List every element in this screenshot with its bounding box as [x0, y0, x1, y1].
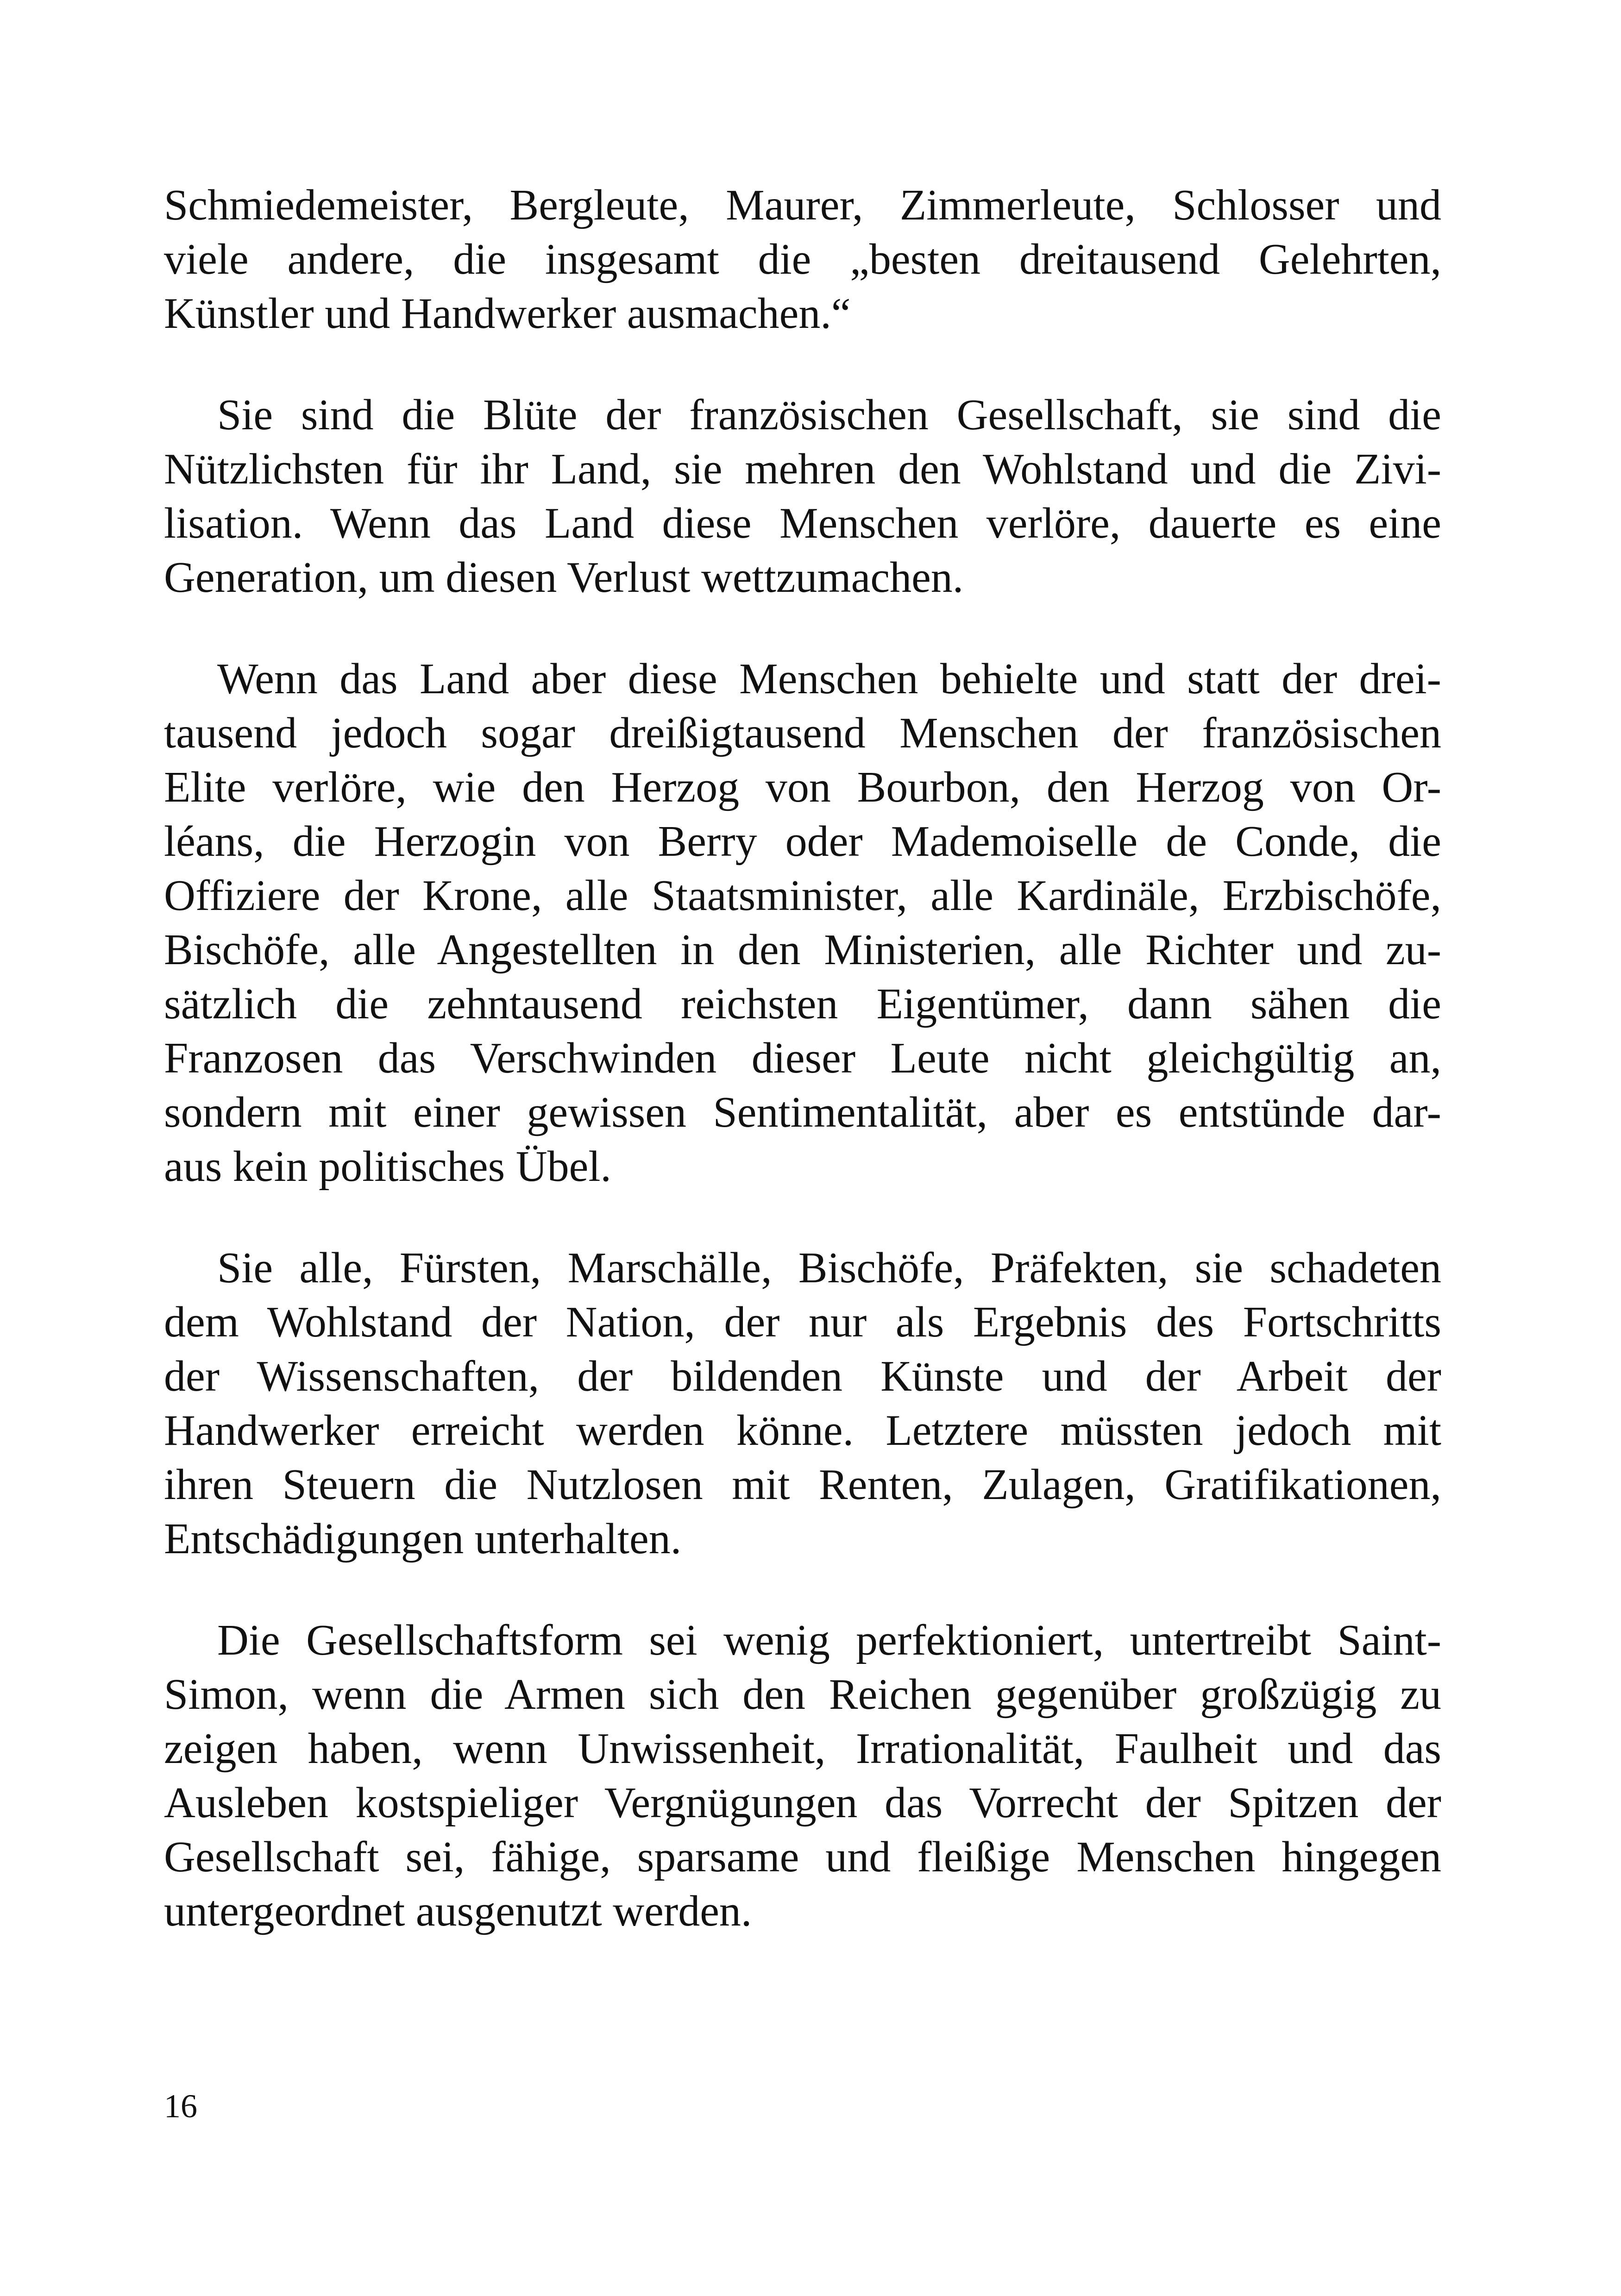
text-line: Wenn das Land aber diese Menschen behielte und statt der drei-	[217, 655, 1441, 703]
text-line: Schmiedemeister, Bergleute, Maurer, Zimmerleute, Schlosser und	[164, 181, 1441, 229]
text-line: Sie sind die Blüte der französischen Gesellschaft, sie sind die	[217, 391, 1441, 439]
paragraph-3	[164, 652, 1441, 1194]
text-line: Elite verlöre, wie den Herzog von Bourbon, den Herzog von Or-	[164, 763, 1441, 811]
paragraph-5	[164, 1613, 1441, 1938]
paragraph-4	[164, 1241, 1441, 1566]
text-line: léans, die Herzogin von Berry oder Mademoiselle de Conde, die	[164, 817, 1441, 866]
text-line: zeigen haben, wenn Unwissenheit, Irrationalität, Faulheit und das	[164, 1725, 1441, 1773]
text-line: lisation. Wenn das Land diese Menschen verlöre, dauerte es eine	[164, 499, 1441, 547]
text-line: aus kein politisches Übel.	[164, 1142, 611, 1191]
text-line: Entschädigungen unterhalten.	[164, 1515, 682, 1563]
text-line: viele andere, die insgesamt die „besten dreitausend Gelehrten,	[164, 235, 1441, 283]
text-line: untergeordnet ausgenutzt werden.	[164, 1887, 752, 1935]
text-line: Generation, um diesen Verlust wettzumachen.	[164, 553, 964, 602]
paragraph-1	[164, 178, 1441, 341]
text-line: ihren Steuern die Nutzlosen mit Renten, Zulagen, Gratifikationen,	[164, 1461, 1441, 1509]
text-line: Simon, wenn die Armen sich den Reichen gegenüber großzügig zu	[164, 1670, 1441, 1719]
text-line: Gesellschaft sei, fähige, sparsame und fleißige Menschen hingegen	[164, 1833, 1441, 1881]
text-line: Offiziere der Krone, alle Staatsminister, alle Kardinäle, Erzbischöfe,	[164, 872, 1441, 920]
page-number: 16	[164, 2088, 197, 2125]
text-line: Handwerker erreicht werden könne. Letztere müssten jedoch mit	[164, 1406, 1441, 1455]
text-line: der Wissenschaften, der bildenden Künste und der Arbeit der	[164, 1352, 1441, 1400]
text-line: Bischöfe, alle Angestellten in den Ministerien, alle Richter und zu-	[164, 926, 1441, 974]
text-line: Franzosen das Verschwinden dieser Leute nicht gleichgültig an,	[164, 1034, 1441, 1082]
text-line: dem Wohlstand der Nation, der nur als Ergebnis des Fortschritts	[164, 1298, 1441, 1346]
paragraph-2	[164, 388, 1441, 605]
text-line: sondern mit einer gewissen Sentimentalität, aber es entstünde dar-	[164, 1088, 1441, 1136]
text-line: tausend jedoch sogar dreißigtausend Menschen der französischen	[164, 709, 1441, 757]
body-text	[164, 178, 1441, 1986]
text-line: Künstler und Handwerker ausmachen.“	[164, 289, 851, 338]
text-line: sätzlich die zehntausend reichsten Eigentümer, dann sähen die	[164, 980, 1441, 1028]
text-line: Nützlichsten für ihr Land, sie mehren den Wohlstand und die Zivi-	[164, 445, 1441, 493]
text-line: Sie alle, Fürsten, Marschälle, Bischöfe, Präfekten, sie schadeten	[217, 1244, 1441, 1292]
text-line: Ausleben kostspieliger Vergnügungen das Vorrecht der Spitzen der	[164, 1779, 1441, 1827]
text-line: Die Gesellschaftsform sei wenig perfektioniert, untertreibt Saint-	[217, 1616, 1441, 1664]
